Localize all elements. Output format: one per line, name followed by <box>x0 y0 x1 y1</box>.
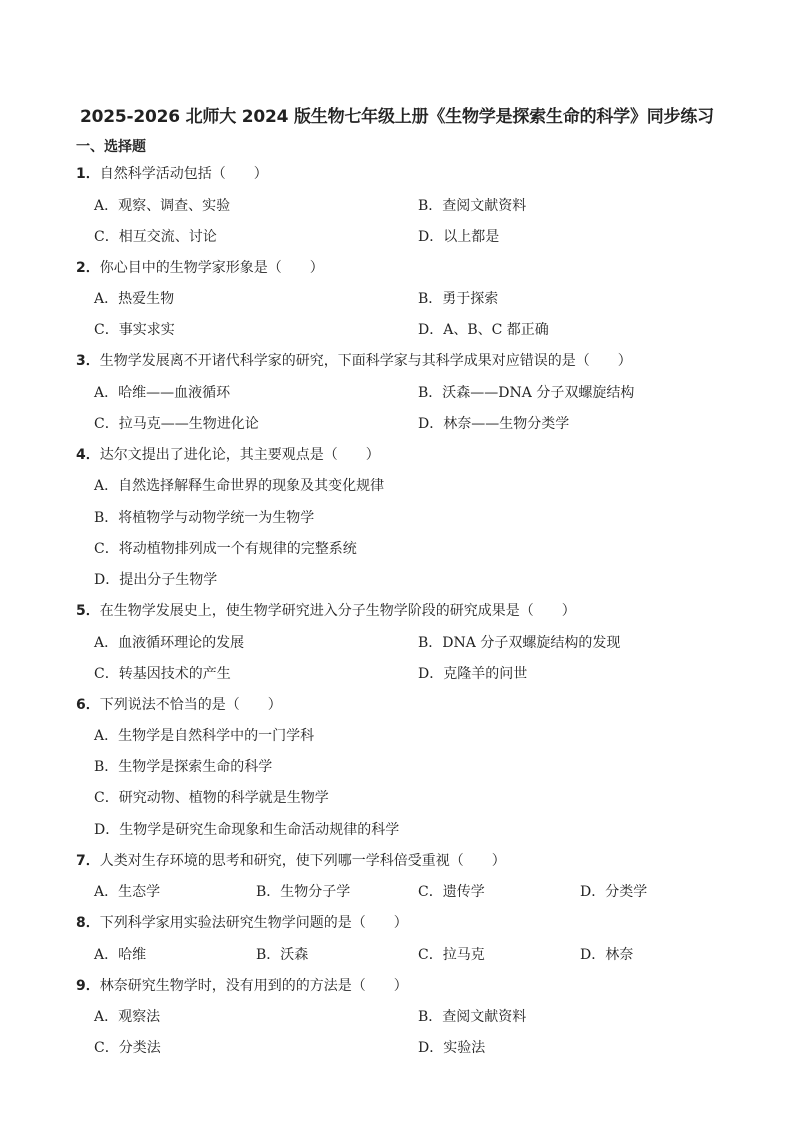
question-text: 在生物学发展史上，使生物学研究进入分子生物学阶段的研究成果是（ ） <box>99 603 576 619</box>
question-text: 你心目中的生物学家形象是（ ） <box>99 260 324 276</box>
question-9 <box>76 977 408 995</box>
page-title: 2025-2026 北师大 2024 版生物七年级上册《生物学是探索生命的科学》同步练习 <box>80 107 714 127</box>
question-4 <box>76 446 380 464</box>
option-a: A．观察法 <box>94 1009 161 1025</box>
question-number: 2． <box>76 260 100 276</box>
question-text: 下列说法不恰当的是（ ） <box>99 697 282 713</box>
question-2 <box>76 259 324 277</box>
option-c: C．转基因技术的产生 <box>94 666 231 682</box>
option-d: D．提出分子生物学 <box>94 572 218 588</box>
option-a: A．哈维 <box>94 947 147 963</box>
option-b: B．沃森 <box>256 947 309 963</box>
option-d: D．林奈——生物分类学 <box>418 416 570 432</box>
option-a: A．热爱生物 <box>94 291 175 307</box>
option-d: D．克隆羊的问世 <box>418 666 528 682</box>
option-c: C．事实求实 <box>94 322 175 338</box>
option-b: B．生物学是探索生命的科学 <box>94 759 273 775</box>
question-text: 人类对生存环境的思考和研究，使下列哪一学科倍受重视（ ） <box>99 853 506 869</box>
question-8 <box>76 914 408 932</box>
section-heading: 一、选择题 <box>76 139 146 155</box>
question-number: 1． <box>76 166 100 182</box>
option-d: D．实验法 <box>418 1040 486 1056</box>
option-d: D．以上都是 <box>418 229 500 245</box>
option-b: B．DNA 分子双螺旋结构的发现 <box>418 635 621 651</box>
option-c: C．遗传学 <box>418 884 485 900</box>
option-b: B．查阅文献资料 <box>418 198 527 214</box>
question-number: 5． <box>76 603 100 619</box>
question-number: 4． <box>76 447 100 463</box>
option-c: C．研究动物、植物的科学就是生物学 <box>94 790 329 806</box>
option-c: C．拉马克——生物进化论 <box>94 416 259 432</box>
option-c: C．相互交流、讨论 <box>94 229 217 245</box>
option-c: C．拉马克 <box>418 947 485 963</box>
question-text: 自然科学活动包括（ ） <box>99 166 268 182</box>
option-b: B．将植物学与动物学统一为生物学 <box>94 510 315 526</box>
option-b: B．沃森——DNA 分子双螺旋结构 <box>418 385 635 401</box>
option-a: A．哈维——血液循环 <box>94 385 231 401</box>
option-d: D．A、B、C 都正确 <box>418 322 549 338</box>
option-d: D．生物学是研究生命现象和生命活动规律的科学 <box>94 822 400 838</box>
question-6 <box>76 696 282 714</box>
option-a: A．观察、调查、实验 <box>94 198 231 214</box>
question-7 <box>76 852 506 870</box>
question-3 <box>76 352 632 370</box>
option-c: C．将动植物排列成一个有规律的完整系统 <box>94 541 357 557</box>
question-text: 林奈研究生物学时，没有用到的的方法是（ ） <box>99 978 408 994</box>
option-a: A．生物学是自然科学中的一门学科 <box>94 728 315 744</box>
option-b: B．勇于探索 <box>418 291 499 307</box>
question-1 <box>76 165 268 183</box>
option-a: A．自然选择解释生命世界的现象及其变化规律 <box>94 478 385 494</box>
option-d: D．分类学 <box>580 884 648 900</box>
option-c: C．分类法 <box>94 1040 161 1056</box>
option-a: A．血液循环理论的发展 <box>94 635 245 651</box>
question-5 <box>76 602 576 620</box>
question-text: 下列科学家用实验法研究生物学问题的是（ ） <box>99 915 408 931</box>
option-a: A．生态学 <box>94 884 161 900</box>
question-text: 达尔文提出了进化论，其主要观点是（ ） <box>99 447 380 463</box>
option-b: B．查阅文献资料 <box>418 1009 527 1025</box>
option-d: D．林奈 <box>580 947 634 963</box>
question-text: 生物学发展离不开诸代科学家的研究，下面科学家与其科学成果对应错误的是（ ） <box>99 353 632 369</box>
option-b: B．生物分子学 <box>256 884 351 900</box>
question-number: 7． <box>76 853 100 869</box>
question-number: 3． <box>76 353 100 369</box>
question-number: 9． <box>76 978 100 994</box>
question-number: 6． <box>76 697 100 713</box>
question-number: 8． <box>76 915 100 931</box>
